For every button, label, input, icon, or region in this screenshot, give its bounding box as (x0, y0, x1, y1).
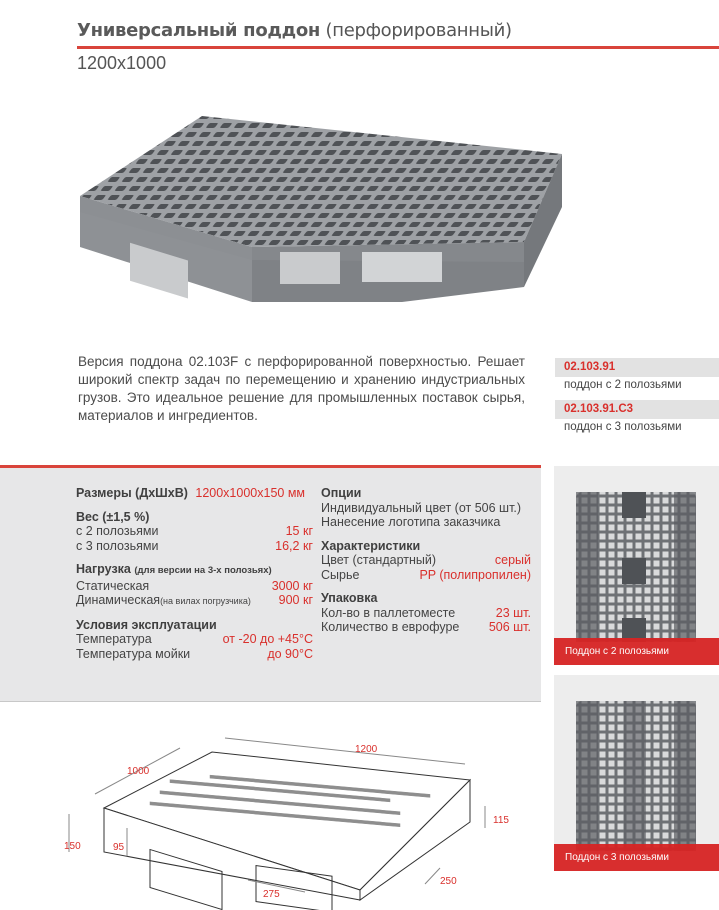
dim-runner-width: 250 (440, 876, 457, 887)
spec-label: с 3 полозьями (76, 538, 159, 553)
product-description: Версия поддона 02.103F с перфорированной поверхностью. Решает широкий спектр задач по перемещению и хранению индустриальных грузов. Это идеальное решение для промышленных поставок сырья, материалов и ингредиентов. (78, 354, 525, 423)
article-code: 02.103.91 (555, 358, 719, 377)
article-code-item (555, 400, 719, 435)
title-rest: (перфорированный) (320, 20, 512, 41)
pallet-bottom-2-runners-image (562, 478, 712, 648)
pallet-dimension-drawing (60, 722, 530, 910)
spec-label: Количество в еврофуре (321, 620, 460, 634)
spec-dimensions (76, 486, 313, 501)
spec-load (76, 562, 313, 609)
spec-label: с 2 полозьями (76, 524, 159, 538)
dim-width: 1000 (127, 766, 150, 777)
spec-value: 900 кг (278, 593, 313, 607)
spec-options (321, 486, 531, 530)
pallet-bottom-3-runners-image (562, 687, 712, 857)
spec-label-text: Динамическая (76, 593, 161, 607)
pallet-photo (62, 112, 582, 322)
spec-value: 15 кг (285, 524, 313, 538)
spec-heading-note: (для версии на 3-х полозьях) (134, 565, 272, 576)
spec-row (76, 539, 313, 554)
spec-row (76, 647, 313, 662)
spec-row (76, 593, 313, 609)
spec-packaging (321, 591, 531, 635)
spec-heading: Размеры (ДхШхВ) (76, 486, 188, 500)
spec-option-item: Нанесение логотипа заказчика (321, 515, 501, 529)
spec-label: Цвет (стандартный) (321, 553, 437, 567)
article-label: поддон с 2 полозьями (564, 379, 682, 391)
spec-label: Температура (76, 632, 152, 646)
spec-value: 3000 кг (271, 578, 313, 593)
spec-label: Температура мойки (76, 646, 191, 661)
spec-characteristics (321, 539, 531, 583)
spec-option-item: Индивидуальный цвет (от 506 шт.) (321, 500, 522, 515)
dim-length: 1200 (355, 744, 378, 755)
spec-label-note: (на вилах погрузчика) (160, 596, 251, 606)
dim-fork-height: 95 (113, 842, 125, 853)
title-bold: Универсальный поддон (77, 20, 321, 41)
spec-row (321, 553, 531, 568)
spec-row (321, 620, 531, 635)
spec-weight (76, 510, 313, 554)
title-divider (77, 46, 719, 49)
thumbnail-3-runners (554, 675, 719, 871)
spec-value: от -20 до +45°С (222, 632, 313, 646)
spec-value: 1200x1000x150 мм (195, 486, 306, 500)
spec-label: Кол-во в паллетоместе (321, 605, 456, 620)
spec-value: PP (полипропилен) (419, 567, 531, 582)
spec-value: до 90°С (267, 646, 313, 661)
article-code: 02.103.91.C3 (555, 400, 719, 419)
spec-conditions (76, 618, 313, 662)
spec-row (76, 579, 313, 594)
thumbnail-2-runners (554, 466, 719, 665)
product-size: 1200x1000 (77, 53, 167, 73)
specs-left-column (76, 486, 313, 670)
spec-heading (76, 562, 313, 579)
article-label: поддон с 3 полозьями (564, 421, 682, 433)
spec-row (76, 524, 313, 539)
spec-value: 23 шт. (495, 605, 531, 620)
spec-label (76, 593, 251, 609)
spec-label: Статическая (76, 578, 150, 593)
thumbnail-caption: Поддон с 3 полозьями (554, 844, 719, 871)
thumbnail-caption: Поддон с 2 полозьями (554, 638, 719, 665)
spec-value: серый (494, 553, 531, 567)
spec-heading: Вес (±1,5 %) (76, 509, 150, 524)
spec-heading: Характеристики (321, 538, 421, 553)
dim-fork-width: 275 (263, 889, 280, 900)
spec-heading: Условия эксплуатации (76, 617, 217, 632)
dim-height: 150 (64, 841, 81, 852)
spec-row (76, 632, 313, 647)
spec-row (321, 606, 531, 621)
spec-row (321, 568, 531, 583)
article-code-item (555, 358, 719, 393)
spec-value: 16,2 кг (275, 538, 313, 553)
article-codes (555, 358, 719, 442)
spec-heading: Опции (321, 486, 362, 500)
spec-value: 506 шт. (488, 620, 531, 634)
dim-side-height: 115 (493, 815, 509, 826)
page-title (77, 18, 719, 44)
spec-heading: Упаковка (321, 591, 378, 605)
specs-right-column (321, 486, 531, 644)
spec-heading-text: Нагрузка (76, 562, 131, 576)
page-header (77, 18, 719, 49)
spec-label: Сырье (321, 567, 360, 582)
